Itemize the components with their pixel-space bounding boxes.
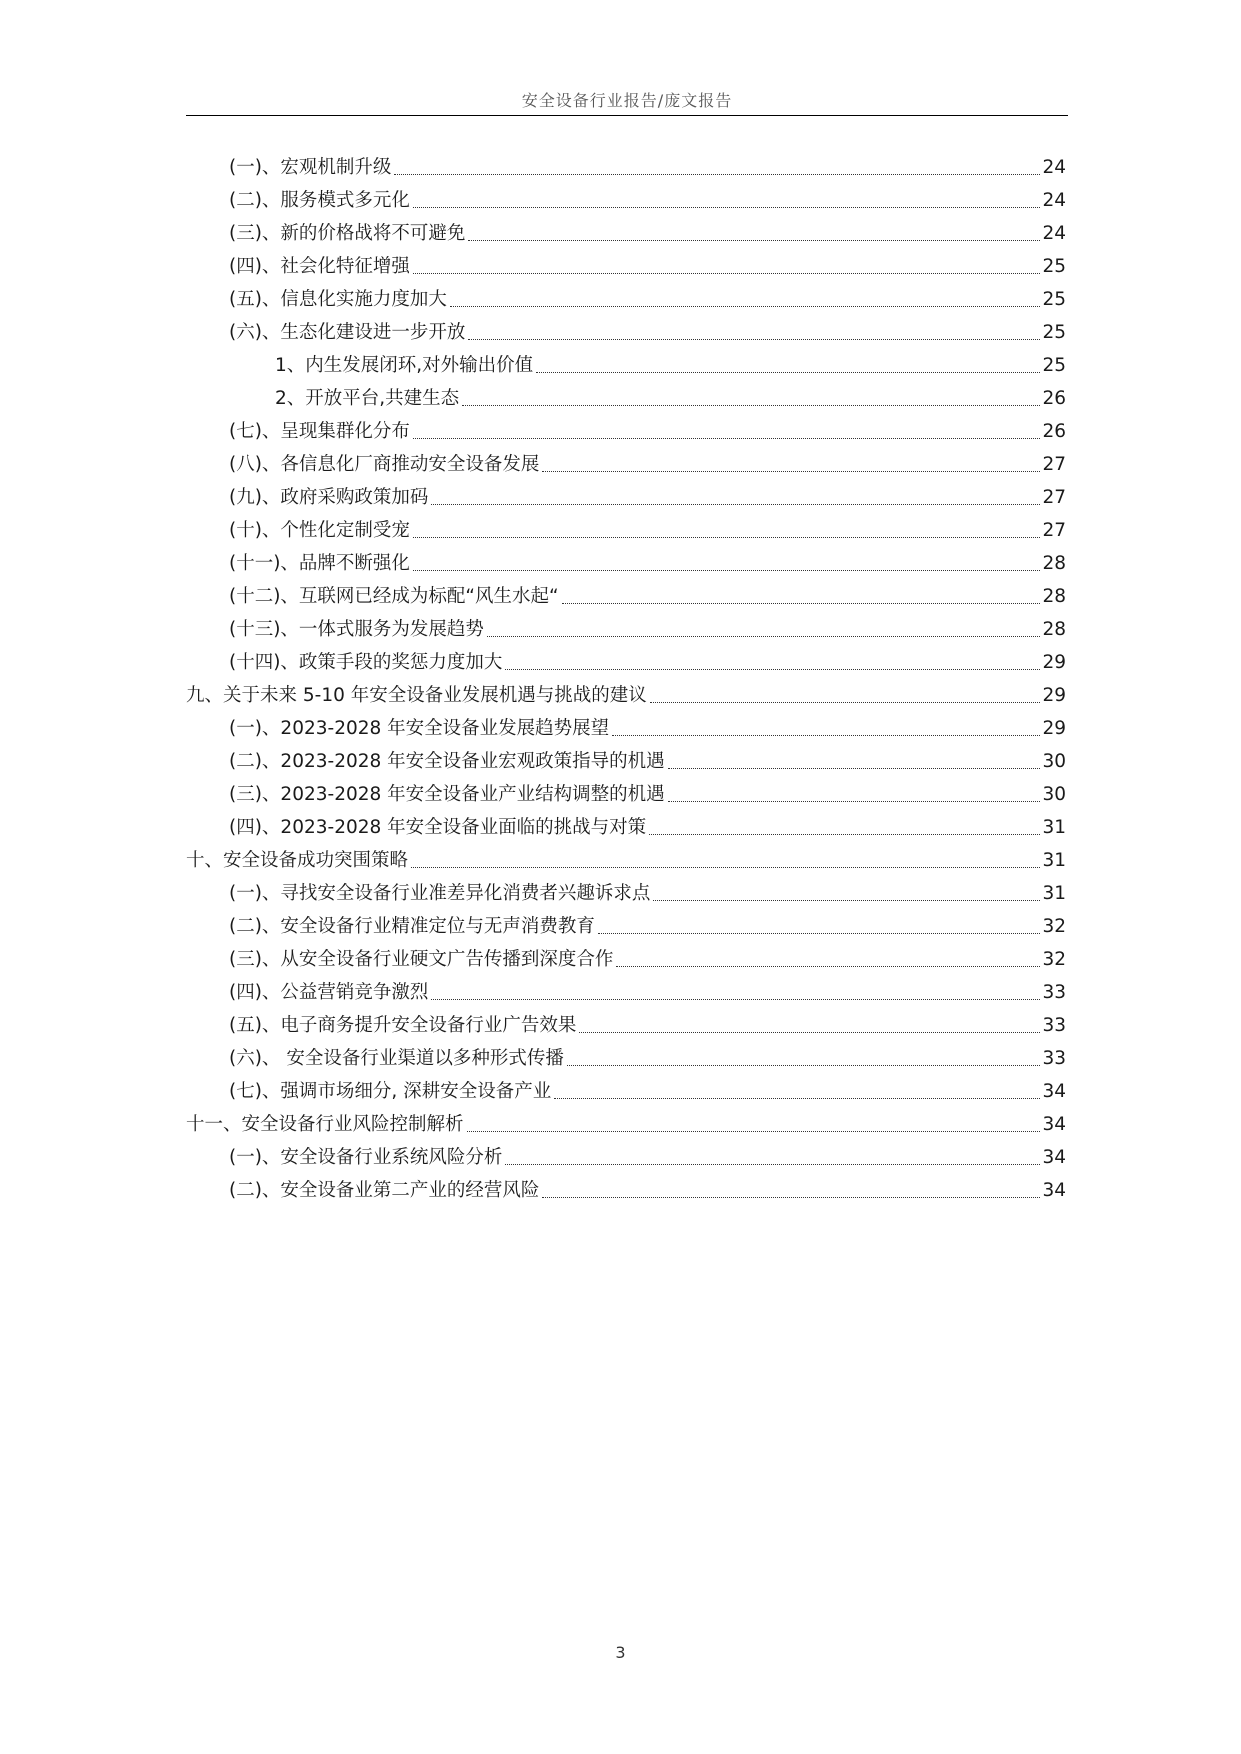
toc-entry-title: (一)、安全设备行业系统风险分析 bbox=[229, 1147, 503, 1168]
toc-entry[interactable] bbox=[186, 347, 1066, 380]
toc-dot-leader bbox=[505, 1164, 1040, 1165]
toc-entry-page: 31 bbox=[1042, 883, 1066, 904]
toc-dot-leader bbox=[616, 966, 1040, 967]
toc-entry[interactable] bbox=[186, 149, 1066, 182]
toc-dot-leader bbox=[413, 273, 1041, 274]
toc-dot-leader bbox=[505, 669, 1040, 670]
toc-entry[interactable] bbox=[186, 743, 1066, 776]
toc-entry[interactable] bbox=[186, 1040, 1066, 1073]
toc-entry-page: 27 bbox=[1042, 454, 1066, 475]
toc-entry-title: (三)、从安全设备行业硬文广告传播到深度合作 bbox=[229, 949, 614, 970]
toc-entry-page: 34 bbox=[1042, 1081, 1066, 1102]
toc-entry[interactable] bbox=[186, 182, 1066, 215]
toc-entry-page: 28 bbox=[1042, 553, 1066, 574]
toc-entry[interactable] bbox=[186, 941, 1066, 974]
toc-entry[interactable] bbox=[186, 710, 1066, 743]
toc-entry-page: 28 bbox=[1042, 586, 1066, 607]
toc-entry-page: 25 bbox=[1042, 355, 1066, 376]
toc-dot-leader bbox=[536, 372, 1040, 373]
toc-dot-leader bbox=[413, 570, 1041, 571]
toc-entry-title: (三)、新的价格战将不可避免 bbox=[229, 223, 466, 244]
toc-entry[interactable] bbox=[186, 578, 1066, 611]
toc-entry-title: (四)、公益营销竞争激烈 bbox=[229, 982, 429, 1003]
toc-entry[interactable] bbox=[186, 611, 1066, 644]
toc-entry[interactable] bbox=[186, 479, 1066, 512]
toc-entry-title: (四)、社会化特征增强 bbox=[229, 256, 410, 277]
toc-entry-title: (二)、服务模式多元化 bbox=[229, 190, 410, 211]
toc-entry[interactable] bbox=[186, 446, 1066, 479]
toc-entry-title: (十一)、品牌不断强化 bbox=[229, 553, 410, 574]
toc-entry[interactable] bbox=[186, 974, 1066, 1007]
toc-dot-leader bbox=[653, 900, 1040, 901]
toc-entry-page: 25 bbox=[1042, 256, 1066, 277]
toc-entry-page: 31 bbox=[1042, 817, 1066, 838]
toc-entry[interactable] bbox=[186, 809, 1066, 842]
toc-entry-page: 30 bbox=[1042, 751, 1066, 772]
toc-entry-title: 1、内生发展闭环,对外输出价值 bbox=[275, 355, 534, 376]
toc-entry[interactable] bbox=[186, 1106, 1066, 1139]
toc-entry[interactable] bbox=[186, 545, 1066, 578]
toc-entry-page: 32 bbox=[1042, 916, 1066, 937]
toc-entry-page: 33 bbox=[1042, 1015, 1066, 1036]
toc-entry-title: 2、开放平台,共建生态 bbox=[275, 388, 460, 409]
toc-entry-title: (四)、2023-2028 年安全设备业面临的挑战与对策 bbox=[229, 817, 647, 838]
toc-entry-title: 十、安全设备成功突围策略 bbox=[186, 850, 409, 871]
toc-entry-page: 27 bbox=[1042, 520, 1066, 541]
toc-dot-leader bbox=[467, 1131, 1041, 1132]
toc-entry[interactable] bbox=[186, 776, 1066, 809]
page-header: 安全设备行业报告/庞文报告 bbox=[521, 91, 733, 110]
toc-dot-leader bbox=[487, 636, 1041, 637]
toc-dot-leader bbox=[554, 1098, 1040, 1099]
toc-dot-leader bbox=[668, 768, 1041, 769]
toc-entry-page: 31 bbox=[1042, 850, 1066, 871]
toc-entry-title: (十三)、一体式服务为发展趋势 bbox=[229, 619, 484, 640]
toc-entry[interactable] bbox=[186, 1139, 1066, 1172]
toc-entry-page: 34 bbox=[1042, 1180, 1066, 1201]
toc-dot-leader bbox=[650, 702, 1041, 703]
toc-dot-leader bbox=[612, 735, 1040, 736]
toc-entry[interactable] bbox=[186, 314, 1066, 347]
toc-entry-title: (十二)、互联网已经成为标配“风生水起“ bbox=[229, 586, 559, 607]
toc-entry-page: 29 bbox=[1042, 718, 1066, 739]
toc-dot-leader bbox=[562, 603, 1041, 604]
toc-entry-page: 29 bbox=[1042, 652, 1066, 673]
toc-dot-leader bbox=[413, 537, 1041, 538]
toc-entry-title: (二)、安全设备业第二产业的经营风险 bbox=[229, 1180, 540, 1201]
toc-entry[interactable] bbox=[186, 215, 1066, 248]
toc-entry-title: (六)、生态化建设进一步开放 bbox=[229, 322, 466, 343]
toc-dot-leader bbox=[394, 174, 1040, 175]
toc-entry[interactable] bbox=[186, 1073, 1066, 1106]
toc-entry-title: (七)、强调市场细分, 深耕安全设备产业 bbox=[229, 1081, 552, 1102]
toc-entry-title: (五)、电子商务提升安全设备行业广告效果 bbox=[229, 1015, 577, 1036]
page-number: 3 bbox=[615, 1643, 626, 1662]
toc-entry[interactable] bbox=[186, 842, 1066, 875]
toc-entry[interactable] bbox=[186, 875, 1066, 908]
toc-entry-page: 25 bbox=[1042, 322, 1066, 343]
toc-entry-title: (八)、各信息化厂商推动安全设备发展 bbox=[229, 454, 540, 475]
toc-entry[interactable] bbox=[186, 248, 1066, 281]
toc-entry-title: (三)、2023-2028 年安全设备业产业结构调整的机遇 bbox=[229, 784, 665, 805]
toc-entry-title: (七)、呈现集群化分布 bbox=[229, 421, 410, 442]
toc-entry-page: 34 bbox=[1042, 1147, 1066, 1168]
toc-dot-leader bbox=[649, 834, 1040, 835]
toc-dot-leader bbox=[462, 405, 1040, 406]
toc-entry-page: 29 bbox=[1042, 685, 1066, 706]
toc-entry-title: (一)、寻找安全设备行业准差异化消费者兴趣诉求点 bbox=[229, 883, 651, 904]
toc-dot-leader bbox=[468, 339, 1040, 340]
toc-entry-page: 27 bbox=[1042, 487, 1066, 508]
toc-entry[interactable] bbox=[186, 677, 1066, 710]
toc-dot-leader bbox=[668, 801, 1041, 802]
toc-entry[interactable] bbox=[186, 644, 1066, 677]
toc-entry-title: (二)、2023-2028 年安全设备业宏观政策指导的机遇 bbox=[229, 751, 665, 772]
toc-entry-page: 34 bbox=[1042, 1114, 1066, 1135]
toc-entry-title: 十一、安全设备行业风险控制解析 bbox=[186, 1114, 464, 1135]
toc-entry-page: 30 bbox=[1042, 784, 1066, 805]
toc-entry-page: 33 bbox=[1042, 982, 1066, 1003]
toc-dot-leader bbox=[431, 504, 1040, 505]
toc-entry[interactable] bbox=[186, 1007, 1066, 1040]
toc-dot-leader bbox=[413, 438, 1041, 439]
toc-entry-title: (六)、 安全设备行业渠道以多种形式传播 bbox=[229, 1048, 564, 1069]
toc-dot-leader bbox=[542, 471, 1040, 472]
toc-dot-leader bbox=[567, 1065, 1041, 1066]
toc-dot-leader bbox=[431, 999, 1040, 1000]
toc-entry[interactable] bbox=[186, 1172, 1066, 1205]
toc-dot-leader bbox=[468, 240, 1040, 241]
toc-dot-leader bbox=[598, 933, 1041, 934]
toc-entry-title: (一)、宏观机制升级 bbox=[229, 157, 392, 178]
toc-entry-page: 33 bbox=[1042, 1048, 1066, 1069]
header-divider bbox=[186, 115, 1068, 116]
toc-dot-leader bbox=[542, 1197, 1040, 1198]
toc-entry-title: (五)、信息化实施力度加大 bbox=[229, 289, 447, 310]
toc-dot-leader bbox=[450, 306, 1041, 307]
toc-dot-leader bbox=[411, 867, 1040, 868]
toc-entry-title: (十)、个性化定制受宠 bbox=[229, 520, 410, 541]
toc-entry-title: (九)、政府采购政策加码 bbox=[229, 487, 429, 508]
toc-dot-leader bbox=[579, 1032, 1040, 1033]
toc-entry-page: 26 bbox=[1042, 388, 1066, 409]
toc-entry-page: 25 bbox=[1042, 289, 1066, 310]
toc-entry-page: 24 bbox=[1042, 223, 1066, 244]
toc-entry[interactable] bbox=[186, 413, 1066, 446]
toc-dot-leader bbox=[413, 207, 1041, 208]
toc-entry-title: (二)、安全设备行业精准定位与无声消费教育 bbox=[229, 916, 595, 937]
toc-entry[interactable] bbox=[186, 281, 1066, 314]
toc-entry[interactable] bbox=[186, 908, 1066, 941]
toc-entry-title: (一)、2023-2028 年安全设备业发展趋势展望 bbox=[229, 718, 610, 739]
table-of-contents bbox=[186, 149, 1066, 1205]
toc-entry-title: (十四)、政策手段的奖惩力度加大 bbox=[229, 652, 503, 673]
toc-entry[interactable] bbox=[186, 512, 1066, 545]
toc-entry[interactable] bbox=[186, 380, 1066, 413]
toc-entry-page: 24 bbox=[1042, 157, 1066, 178]
toc-entry-title: 九、关于未来 5-10 年安全设备业发展机遇与挑战的建议 bbox=[186, 685, 647, 706]
toc-entry-page: 28 bbox=[1042, 619, 1066, 640]
toc-entry-page: 32 bbox=[1042, 949, 1066, 970]
toc-entry-page: 26 bbox=[1042, 421, 1066, 442]
toc-entry-page: 24 bbox=[1042, 190, 1066, 211]
